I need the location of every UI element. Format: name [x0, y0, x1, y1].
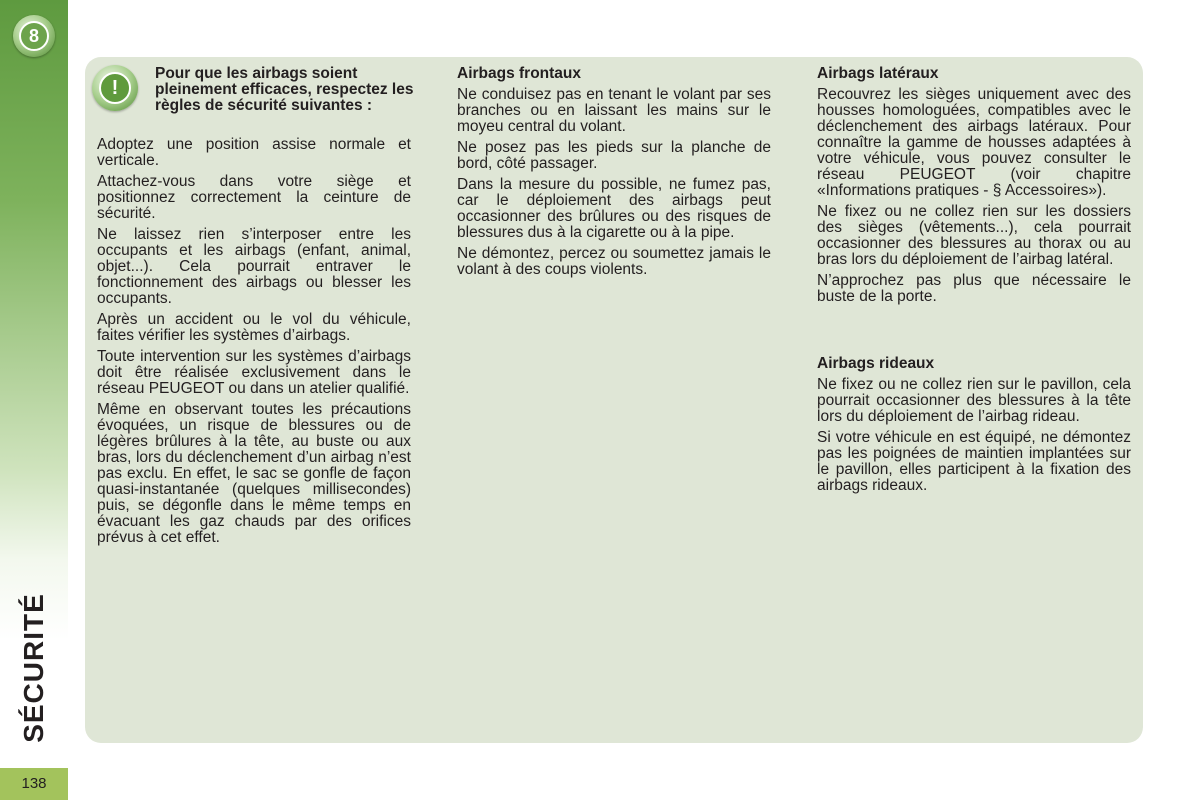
heading-curtain-airbags: Airbags rideaux [817, 355, 935, 372]
warning-header [97, 65, 414, 137]
paragraph: Ne conduisez pas en tenant le volant par ses branches ou en laissant les mains sur le moyeu central du volant. [457, 86, 771, 135]
chapter-sidebar [0, 0, 68, 800]
paragraph: Toute intervention sur les systèmes d’airbags doit être réalisée exclusivement dans le réseau PEUGEOT ou dans un atelier qualifié. [97, 348, 411, 397]
paragraph: Même en observant toutes les précautions évoquées, un risque de blessures ou de légères brûlures à la tête, au buste ou aux bras, lors du déclenchement d’un airbag n’est pas exclu. En effet, le sac se gonfle de façon quasi-instantanée (quelques millisecondes) puis, se dégonfle dans le même temps en évacuant les gaz chauds par des orifices prévus à cet effet. [97, 401, 411, 546]
column-frontal-airbags [457, 66, 771, 283]
paragraph: Ne fixez ou ne collez rien sur le pavillon, cela pourrait occasionner des blessures à la tête lors du déploiement de l’airbag rideau. [817, 376, 1131, 425]
paragraph: Ne posez pas les pieds sur la planche de bord, côté passager. [457, 139, 771, 172]
chapter-number-badge [13, 15, 55, 57]
column-safety-rules [97, 65, 414, 551]
chapter-number: 8 [19, 21, 49, 51]
paragraph: Dans la mesure du possible, ne fumez pas, car le déploiement des airbags peut occasionner des brûlures ou des risques de blessures dus à la cigarette ou à la pipe. [457, 176, 771, 241]
column-lateral-curtain-airbags [817, 66, 1131, 499]
warning-title: Pour que les airbags soient pleinement efficaces, respectez les règles de sécurité suivantes : [155, 65, 414, 114]
paragraph: N’approchez pas plus que nécessaire le buste de la porte. [817, 272, 1131, 305]
paragraph: Si votre véhicule en est équipé, ne démontez pas les poignées de maintien implantées sur le pavillon, elles participent à la fixation des airbags rideaux. [817, 429, 1131, 494]
heading-frontal-airbags: Airbags frontaux [457, 65, 582, 82]
paragraph: Ne fixez ou ne collez rien sur les dossiers des sièges (vêtements...), cela pourrait occasionner des blessures au thorax ou au bras lors du déploiement de l’airbag latéral. [817, 203, 1131, 268]
paragraph: Ne démontez, percez ou soumettez jamais le volant à des coups violents. [457, 245, 771, 278]
section-title: SÉCURITÉ [18, 593, 49, 743]
paragraph: Après un accident ou le vol du véhicule, faites vérifier les systèmes d’airbags. [97, 311, 411, 344]
heading-lateral-airbags: Airbags latéraux [817, 65, 939, 82]
paragraph: Attachez-vous dans votre siège et positionnez correctement la ceinture de sécurité. [97, 173, 411, 222]
paragraph: Recouvrez les sièges uniquement avec des housses homologuées, compatibles avec le déclenchement des airbags latéraux. Pour connaître la gamme de housses adaptées à votre véhicule, vous pouvez consulter le réseau PEUGEOT (voir chapitre «Informations pratiques - § Accessoires»). [817, 86, 1131, 199]
paragraph: Adoptez une position assise normale et verticale. [97, 136, 411, 169]
paragraph: Ne laissez rien s’interposer entre les occupants et les airbags (enfant, animal, objet...). Cela pourrait entraver le fonctionnement des airbags ou blesser les occupants. [97, 226, 411, 307]
section-spacer [817, 310, 1131, 356]
exclamation-icon: ! [92, 65, 138, 111]
page-number: 138 [0, 768, 68, 800]
